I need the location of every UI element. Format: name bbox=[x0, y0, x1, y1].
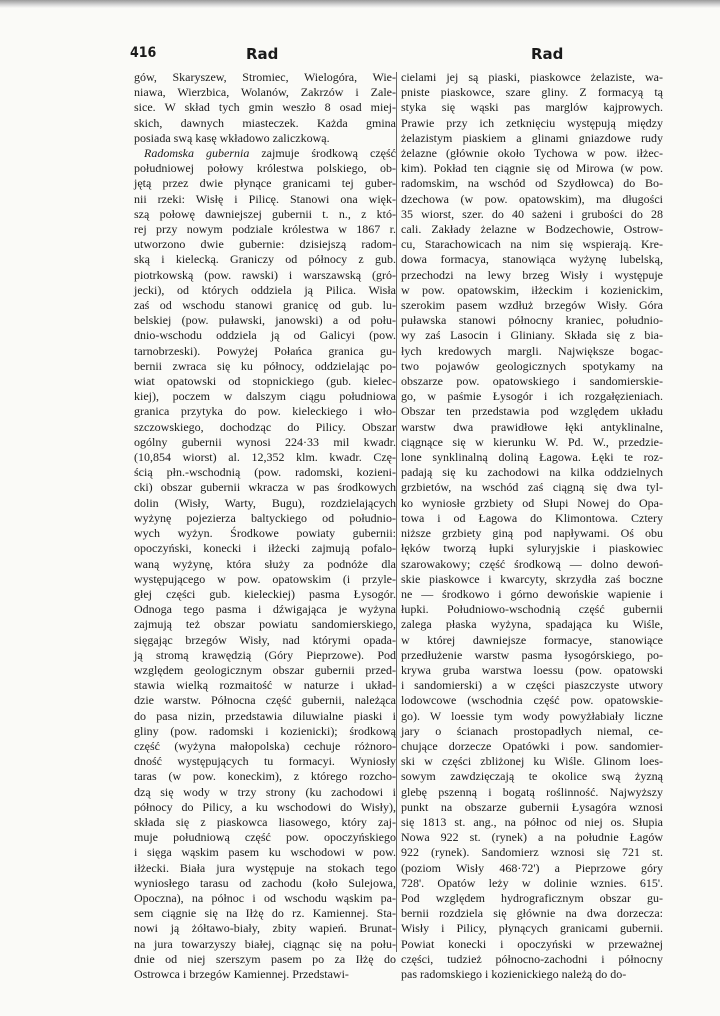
text-line: gliny (pow. radomski i kozienicki); środkową bbox=[134, 723, 396, 738]
text-line: lone synklinalną doliną Łagowa. Łęki te roz- bbox=[401, 450, 663, 465]
text-line: cielami jej są piaski, piaskowce żelaziste, wa- bbox=[401, 70, 663, 84]
right-text-column bbox=[401, 70, 663, 982]
text-line: do pasa nizin, przedstawia diluwialne piaski i bbox=[134, 708, 396, 723]
text-line: opoczyński, konecki i iłżecki zajmują pofalo- bbox=[134, 541, 396, 556]
text-line: wiat opatowski od stopnickiego (gub. kielec- bbox=[134, 374, 396, 389]
text-line: kiej), poczem w dalszym ciągu południowa bbox=[134, 389, 396, 404]
text-line: two pojawów geologicznych spotykamy na bbox=[401, 358, 663, 373]
text-line: gów, Skaryszew, Stromiec, Wielogóra, Wie- bbox=[134, 70, 396, 84]
text-line: zalega płaska wyżyna, spadająca ku Wiśle, bbox=[401, 617, 663, 632]
text-line: niższe grzbiety giną pod napływami. Oś obu bbox=[401, 526, 663, 541]
text-line: północy do Pilicy, a ku wschodowi do Wisły), bbox=[134, 799, 396, 814]
page-number: 416 bbox=[130, 45, 157, 61]
text-line: zajmują też obszar powiatu sandomierskiego, bbox=[134, 617, 396, 632]
text-line: Prawie przy ich zetknięciu występują między bbox=[401, 115, 663, 130]
text-line: części, tudzież północno-zachodni i północny bbox=[401, 951, 663, 966]
text-line: składa się z piaskowca liasowego, który zaj- bbox=[134, 814, 396, 829]
text-line: glebę pszenną i bogatą roślinność. Najwyższy bbox=[401, 784, 663, 799]
text-line: dnie od niej szerszym pasem po za Iłżę do bbox=[134, 951, 396, 966]
text-line: warstw dwa prawidłowe łęki antyklinalne, bbox=[401, 419, 663, 434]
text-line: ogólny gubernii wynosi 224·33 mil kwadr. bbox=[134, 434, 396, 449]
text-line: szczowskiego, dochodząc do Pilicy. Obszar bbox=[134, 419, 396, 434]
text-line: się 1813 st. ang., na północ od niej os. Słupia bbox=[401, 814, 663, 829]
text-line: południowej połowy królestwa polskiego, ob- bbox=[134, 161, 396, 176]
text-line: w pow. opatowskim, iłżeckim i kozienickim, bbox=[401, 282, 663, 297]
text-line: Nowa 922 st. (rynek) a na południe Łagów bbox=[401, 830, 663, 845]
text-line: (10,854 wiorst) al. 12,352 klm. kwadr. Czę- bbox=[134, 450, 396, 465]
text-line: kim). Pokład ten ciągnie się od Mirowa (w pow. bbox=[401, 161, 663, 176]
text-line: wych wyżyn. Środkowe powiaty gubernii: bbox=[134, 526, 396, 541]
text-line: sice. W skład tych gmin weszło 8 osad miej- bbox=[134, 100, 396, 115]
text-line: waną wyżynę, która służy za podnóże dla bbox=[134, 556, 396, 571]
text-line: łęków tworzą łupki syluryjskie i piaskowiec bbox=[401, 541, 663, 556]
text-line: bernii rozdziela się głównie na dwa dorzecza: bbox=[401, 906, 663, 921]
text-line: dowa formacya, stanowiąca wyżynę lubelską, bbox=[401, 252, 663, 267]
text-line: szerokim pasem wzdłuż brzegów Wisły. Góra bbox=[401, 298, 663, 313]
text-line: punkt na obszarze gubernii Łysagóra wznosi bbox=[401, 799, 663, 814]
text-line: i sandomierski) a w części piaszczyste utwory bbox=[401, 678, 663, 693]
text-line: łupki. Południowo-wschodnią część gubernii bbox=[401, 602, 663, 617]
text-line: chujące dorzecze Opatówki i pow. sandomier- bbox=[401, 738, 663, 753]
text-line: na jura towarzyszy białej, ciągnąc się na połu- bbox=[134, 936, 396, 951]
text-line: posiada swą kasę wkładowo zaliczkową. bbox=[134, 130, 330, 145]
text-line: pniste piaskowce, szare gliny. Z formacyą tą bbox=[401, 85, 663, 100]
text-line: belskiej (pow. puławski, janowski) a od połu- bbox=[134, 313, 396, 328]
text-line: ską i kielecką. Graniczy od północy z gub. bbox=[134, 252, 396, 267]
text-line: łych kredowych margli. Największe bogac- bbox=[401, 343, 663, 358]
text-line: rej przy nowym podziale królestwa w 1867 r. bbox=[134, 222, 396, 237]
text-line: cali. Zakłady żelazne w Bodzechowie, Ostrow- bbox=[401, 222, 663, 237]
text-line: wyniosłego tarasu od zachodu (koło Sulejowa, bbox=[134, 875, 396, 890]
text-line: w której dawniejsze formacye, stanowiące bbox=[401, 632, 663, 647]
text-line: dnio-wschodu oddziela ją od Galicyi (pow. bbox=[134, 328, 396, 343]
text-line: lodowcowe (wschodnia część pow. opatowskie- bbox=[401, 693, 663, 708]
text-line: puławska stanowi północny kraniec, południo- bbox=[401, 313, 663, 328]
text-line: 922 (rynek). Sandomierz wznosi się 721 st. bbox=[401, 845, 663, 860]
text-line: pas radomskiego i kozienickiego należą do do- bbox=[401, 966, 627, 981]
text-line: jecki), od których oddziela ją Pilica. Wisła bbox=[134, 282, 396, 297]
text-line: grzbietów, na wschód zaś ciągną się dwa tyl- bbox=[401, 480, 663, 495]
text-line: taras (w pow. koneckim), z którego rozcho- bbox=[134, 769, 396, 784]
running-head-right: Rad bbox=[531, 45, 564, 63]
text-line: dność występujących tu formacyi. Wyniosły bbox=[134, 754, 396, 769]
text-line: Odnoga tego pasma i dźwigająca je wyżyna bbox=[134, 602, 396, 617]
text-line: nii rzeki: Wisłę i Pilicę. Stanowi ona więk- bbox=[134, 191, 396, 206]
text-line: 728'. Opatów leży w dolinie wznies. 615'. bbox=[401, 875, 663, 890]
text-line: sem ciągnie się na Iłżę do rz. Kamiennej. Sta- bbox=[134, 906, 396, 921]
text-line: towa i od Łagowa do Klimontowa. Cztery bbox=[401, 510, 663, 525]
text-line: ne — środkowo i górno dewońskie wapienie i bbox=[401, 586, 663, 601]
text-line: niawa, Wierzbica, Wolanów, Zakrzów i Zale- bbox=[134, 85, 396, 100]
text-line: jary o ścianach prostopadłych niemal, ce- bbox=[401, 723, 663, 738]
text-line: Ostrowca i brzegów Kamiennej. Przedstawi- bbox=[134, 966, 349, 981]
text-line: 35 wiorst, szer. do 40 sażeni i grubości do 28 bbox=[401, 206, 663, 221]
text-line: ski w części zbliżonej ku Wiśle. Glinom loes- bbox=[401, 754, 663, 769]
text-line: ścią płn.-wschodnią (pow. radomski, kozieni- bbox=[134, 465, 396, 480]
running-head-left: Rad bbox=[246, 45, 279, 63]
text-line: dolin (Wisły, Warty, Bugu), rozdzielających bbox=[134, 495, 396, 510]
text-line: iłżecki. Biała jura występuje na stokach tego bbox=[134, 860, 396, 875]
text-line: część (wyżyna małopolska) cechuje różnoro- bbox=[134, 738, 396, 753]
text-line: żelazistym piaskiem a glinami gniazdowe rudy bbox=[401, 130, 663, 145]
text-line: Wisły i Pilicy, płynących granicami gubernii. bbox=[401, 921, 663, 936]
text-line: obszarze pow. opatowskiego i sandomierskie- bbox=[401, 374, 663, 389]
left-text-column bbox=[134, 70, 396, 982]
text-line: (poziom Wisły 468·72') a Pieprzowe góry bbox=[401, 860, 663, 875]
text-line: dzechowa (w pow. opatowskim), ma długości bbox=[401, 191, 663, 206]
text-line: Opoczna), na północ i od wschodu wąskim pa- bbox=[134, 890, 396, 905]
text-line: go). W loessie tym wody powyżłabiały liczne bbox=[401, 708, 663, 723]
text-line: tarnobrzeski). Powyżej Połańca granica gu- bbox=[134, 343, 396, 358]
text-line: nowi ją żółtawo-biały, zbity wapień. Brunat- bbox=[134, 921, 396, 936]
text-line: jętą przez dwie płynące granicami tej guber- bbox=[134, 176, 396, 191]
text-line: cki) obszar gubernii wkracza w pas środkowych bbox=[134, 480, 396, 495]
entry-heading: Radomska gubernia bbox=[144, 146, 250, 161]
text-line: szą połowę dawniejszej gubernii t. n., z któ- bbox=[134, 206, 396, 221]
text-line: granica przytyka do pow. kieleckiego i wło- bbox=[134, 404, 396, 419]
text-line: sięgając brzegów Wisły, nad którymi opada- bbox=[134, 632, 396, 647]
text-line: Pod względem hydrograficznym obszar gu- bbox=[401, 890, 663, 905]
text-line: żelazne (głównie około Tychowa w pow. iłżec- bbox=[401, 146, 663, 161]
column-divider bbox=[396, 72, 397, 952]
text-line: styka się wąski pas marglów kajprowych. bbox=[401, 100, 663, 115]
text-line: sowym zawdzięczają te okolice swą żyzną bbox=[401, 769, 663, 784]
text-line: utworzono dwie gubernie: dzisiejszą radom- bbox=[134, 237, 396, 252]
text-line: przechodzi na lewy brzeg Wisły i występuje bbox=[401, 267, 663, 282]
text-line: Radomska gubernia zajmuje środkową część bbox=[144, 146, 396, 161]
text-line: wy zaś Lasocin i Gliniany. Składa się z bia- bbox=[401, 328, 663, 343]
text-line: skie piaskowce i kwarcyty, skrzydła zaś boczne bbox=[401, 571, 663, 586]
text-line: cu, Starachowicach na nim się wspierają. Kre- bbox=[401, 237, 663, 252]
text-line: wyżynę pojezierza baltyckiego od południo- bbox=[134, 510, 396, 525]
text-line: stawia wielką rozmaitość w naturze i układ- bbox=[134, 678, 396, 693]
text-line: Powiat konecki i opoczyński w przeważnej bbox=[401, 936, 663, 951]
text-line: bernii zwraca się ku północy, oddzielając po- bbox=[134, 358, 396, 373]
text-line: krywa gruba warstwa loessu (pow. opatowski bbox=[401, 662, 663, 677]
scan-edge-shadow bbox=[0, 0, 720, 8]
text-line: ją stromą krawędzią (Góry Pieprzowe). Pod bbox=[134, 647, 396, 662]
text-line: go, w paśmie Łysogór i ich rozgałęzieniach. bbox=[401, 389, 663, 404]
text-line: radomskim, na wschód od Szydłowca) do Bo- bbox=[401, 176, 663, 191]
text-line: muje południową część pow. opoczyńskiego bbox=[134, 830, 396, 845]
text-line: przedłużenie warstw pasma łysogórskiego, po- bbox=[401, 647, 663, 662]
text-line: występującego w pow. opatowskim (i przyle- bbox=[134, 571, 396, 586]
text-line: piotrkowską (pow. rawski) i warszawską (grό- bbox=[134, 267, 396, 282]
text-line: i sięga wąskim pasem ku wschodowi w pow. bbox=[134, 845, 396, 860]
text-line: dzie warstw. Północna część gubernii, należąca bbox=[134, 693, 396, 708]
page-header bbox=[0, 45, 720, 67]
text-line: dzą się wody w trzy strony (ku zachodowi i bbox=[134, 784, 396, 799]
text-line: szarowakowy; część środkową — dolno dewoń- bbox=[401, 556, 663, 571]
text-line: względem geologicznym obszar gubernii przed- bbox=[134, 662, 396, 677]
text-line: zaś od wschodu stanowi granicę od gub. lu- bbox=[134, 298, 396, 313]
text-line: Obszar ten przedstawia pod względem układu bbox=[401, 404, 663, 419]
text-line: ko wyniosłe grzbiety od Słupi Nowej do Opa- bbox=[401, 495, 663, 510]
text-line: głej części gub. kieleckiej) pasma Łysogór. bbox=[134, 586, 396, 601]
text-line: skich, dawnych miasteczek. Każda gmina bbox=[134, 115, 396, 130]
text-line: padają się ku zachodowi na kilka oddzielnych bbox=[401, 465, 663, 480]
text-line: ciągnące się w kierunku W. Pd. W., przedzie- bbox=[401, 434, 663, 449]
